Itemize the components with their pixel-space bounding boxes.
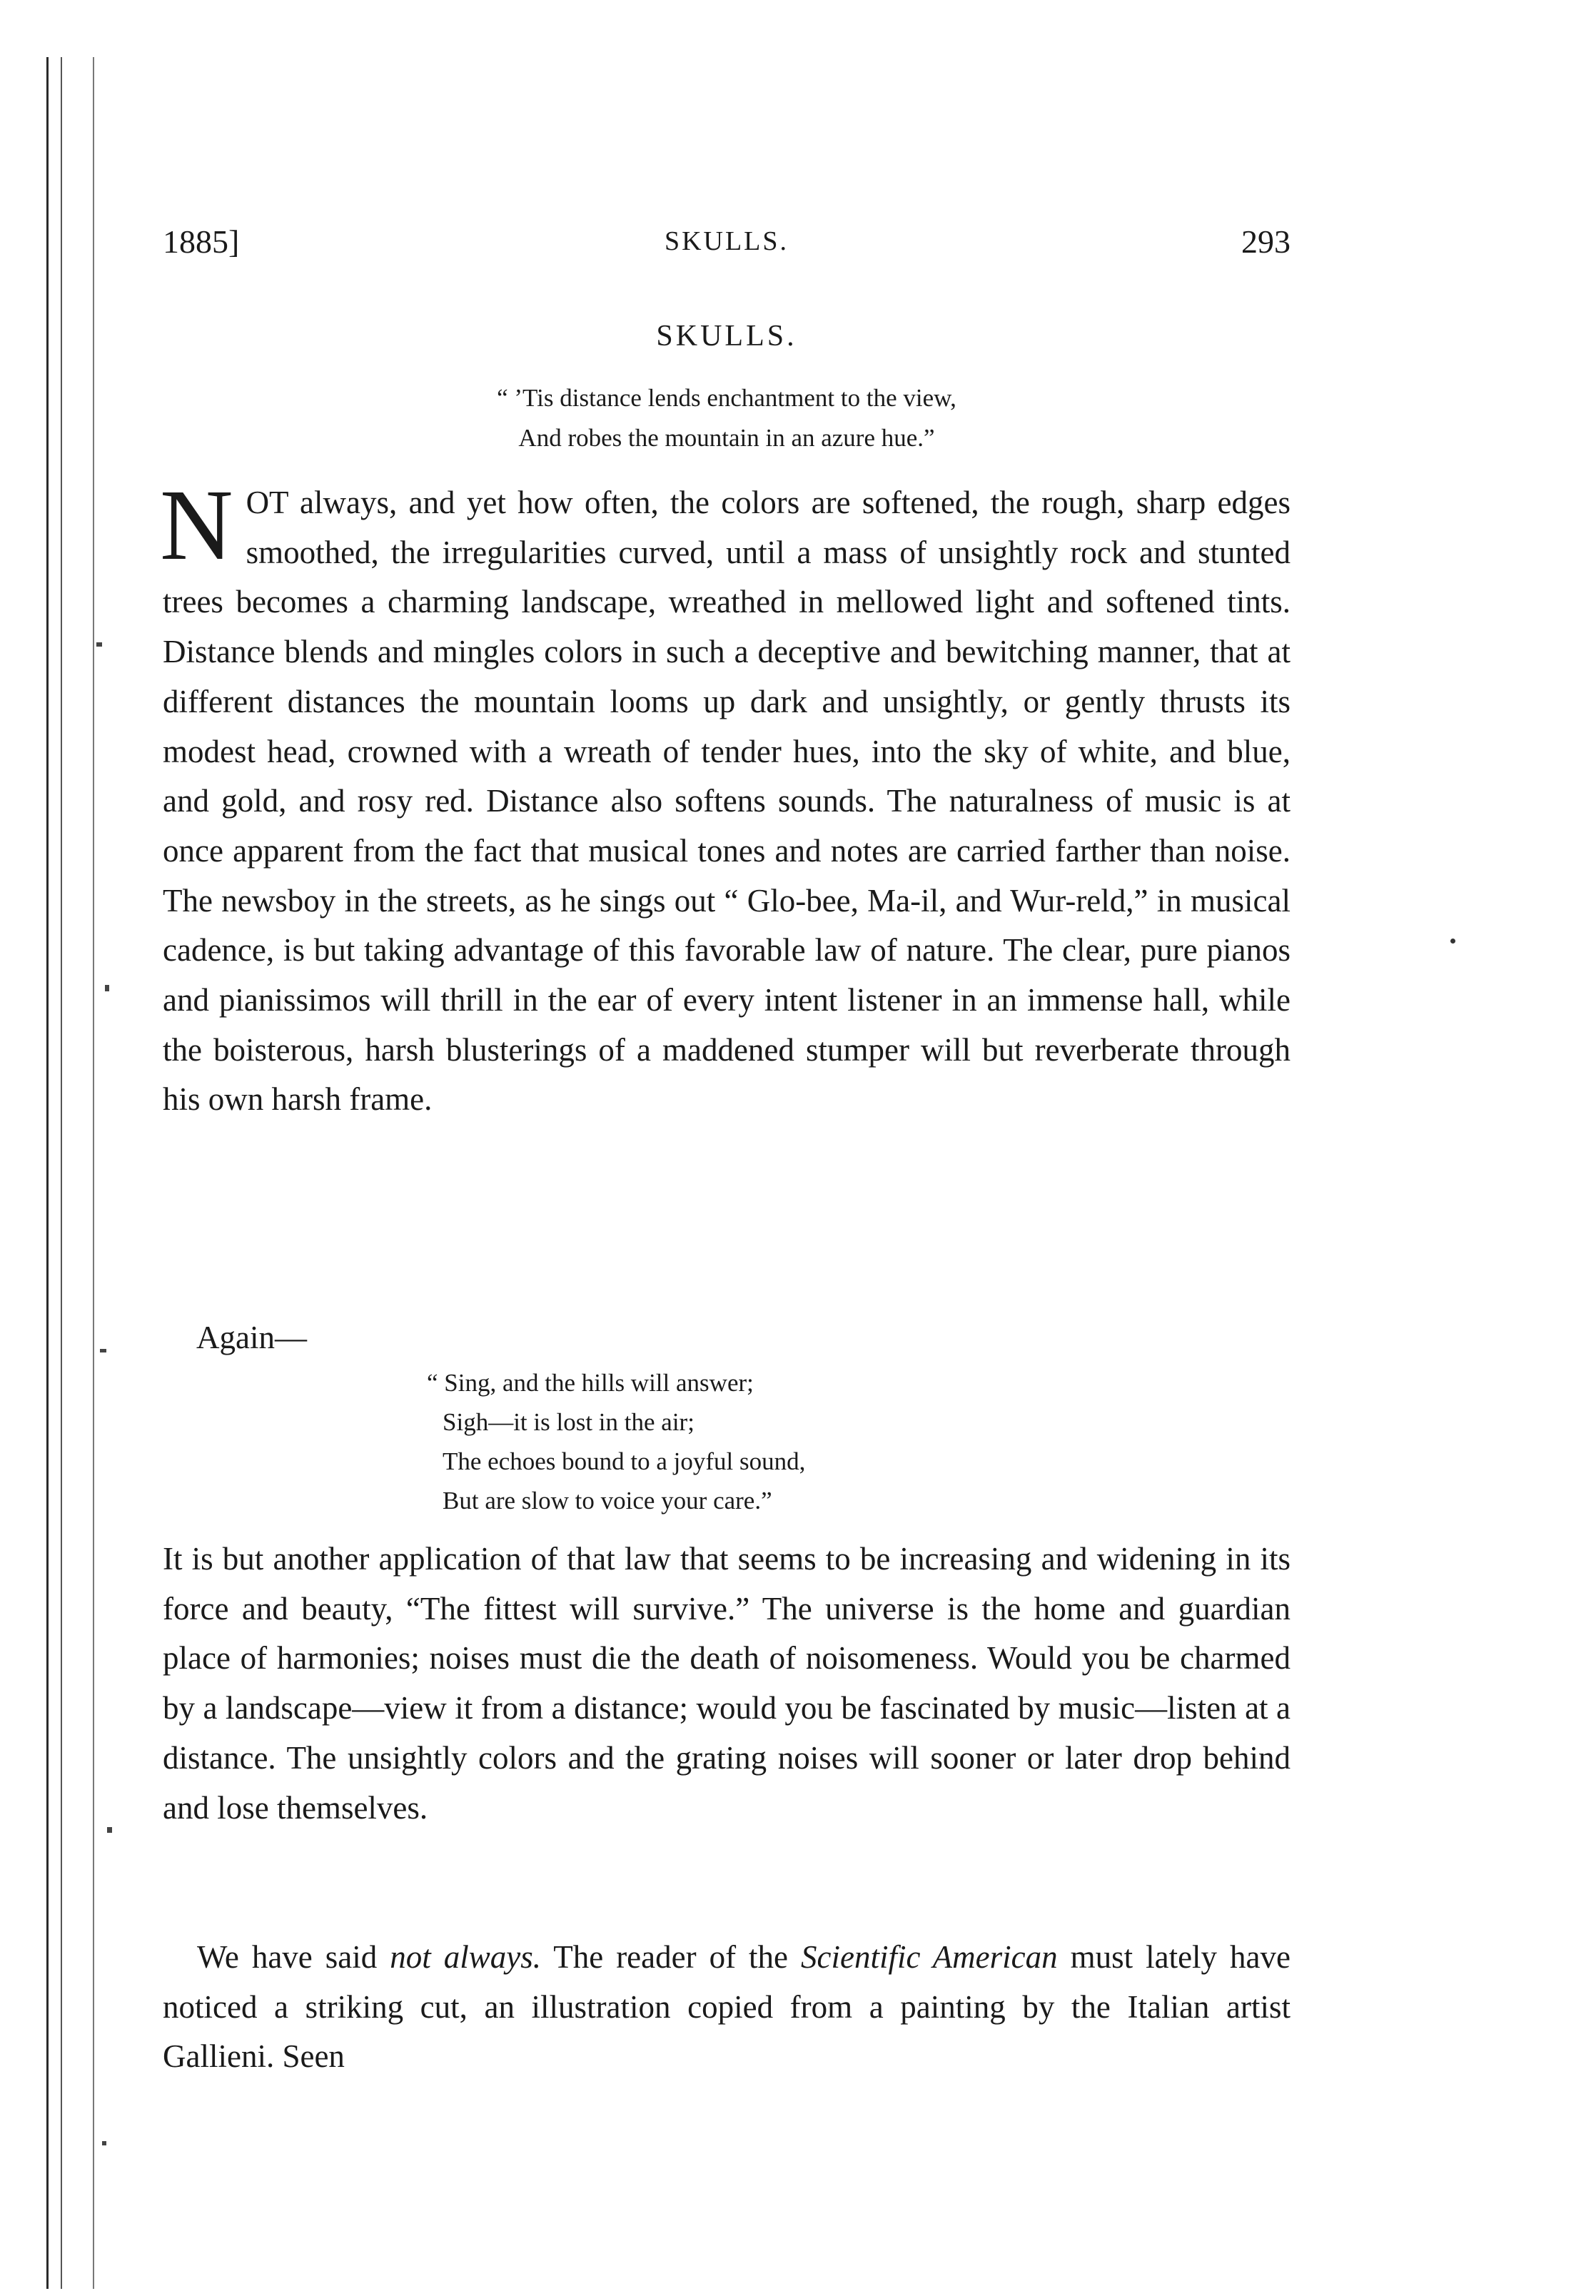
ink-speck (1450, 939, 1455, 944)
paragraph-2 (163, 1534, 1291, 1833)
paragraph-3 (163, 1933, 1291, 2082)
header-running-title: SKULLS. (664, 226, 789, 256)
paragraph-1 (160, 468, 1291, 1125)
scan-binding-edge (39, 0, 132, 2296)
paragraph-1-text: OT always, and yet how often, the colors are softened, the rough, sharp edges smoothed, the irregularities curved, until a mass of unsightly rock and stunted trees becomes a charming landscape, wreathed in mellowed light and softened tints. Distance blends and mingles colors in such a deceptive and bewitching manner, that at different distances the mountain looms up dark and unsightly, or gently thrusts its modest head, crowned with a wreath of tender hues, into the sky of white, and blue, and gold, and rosy red. Distance also softens sounds. The naturalness of music is at once apparent from the fact that musical tones and notes are carried farther than noise. The newsboy in the streets, as he sings out “ Glo-bee, Ma-il, and Wur-reld,” in musical cadence, is but taking advantage of this favorable law of nature. The clear, pure pianos and pianissimos will thrill in the ear of every intent listener in an immense hall, while the boisterous, harsh blusterings of a maddened stumper will but reverberate through his own harsh frame. (163, 485, 1291, 1118)
article-title: SKULLS. (656, 320, 797, 353)
paragraph-3-part-3: must lately have noticed a striking cut, an illustration copied from a painting by the Italian artist Gallieni. Seen (163, 1939, 1291, 2075)
running-header (163, 223, 1291, 273)
paragraph-3-part-2: The reader of the (541, 1939, 802, 1975)
paragraph-2-text: It is but another application of that law that seems to be increasing and widening in its force and beauty, “The fittest will survive.” The universe is the home and guardian place of harmonies; noises must die the death of noisomeness. Would you be charmed by a landscape—view it from a distance; would you be fascinated by music—listen at a distance. The unsightly colors and the grating noises will sooner or later drop behind and lose themselves. (163, 1541, 1291, 1826)
poem-line-1: “ Sing, and the hills will answer; (427, 1369, 754, 1397)
poem-line-2: Sigh—it is lost in the air; (443, 1408, 695, 1436)
header-year: 1885] (163, 223, 240, 260)
drop-cap: N (160, 468, 233, 581)
epigraph (163, 378, 1291, 458)
again-text: Again— (196, 1320, 307, 1355)
epigraph-line-1: “ ’Tis distance lends enchantment to the view, (497, 384, 956, 412)
poem-line-3: The echoes bound to a joyful sound, (443, 1447, 806, 1475)
page-number: 293 (1241, 223, 1291, 260)
paragraph-3-part-1: We have said (197, 1939, 390, 1975)
paragraph-3-italic-1: not always. (390, 1939, 542, 1975)
poem-quote (427, 1363, 805, 1520)
poem-line-4: But are slow to voice your care.” (443, 1487, 772, 1514)
epigraph-line-2: And robes the mountain in an azure hue.” (518, 424, 935, 452)
paragraph-3-italic-2: Scientific American (801, 1939, 1058, 1975)
